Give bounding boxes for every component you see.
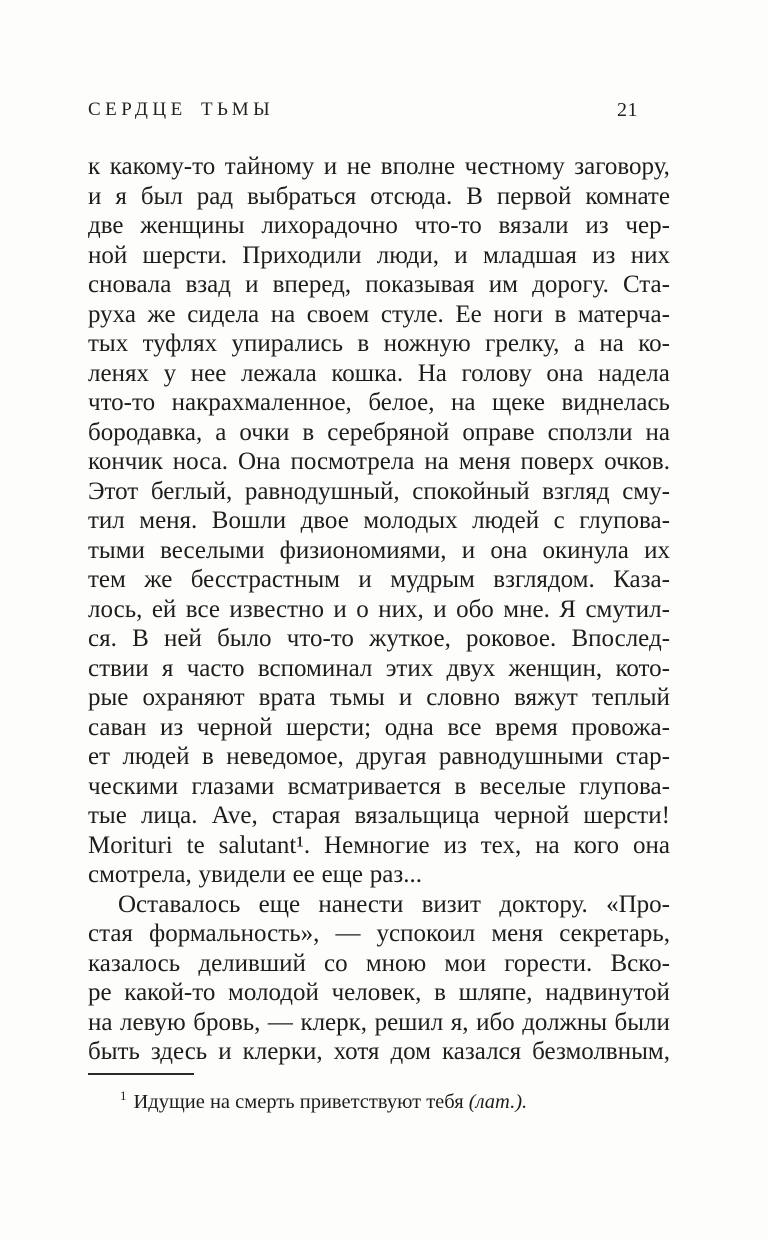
text-line: и я был рад выбраться отсюда. В первой комнате [88,182,670,210]
text-line: тил меня. Вошли двое молодых людей с глупова- [88,507,670,534]
text-line: Morituri te salutant¹. Немногие из тех, на кого она [88,831,670,859]
footnote-language-note: (лат.). [468,1090,528,1113]
text-line: лось, ей все известно и о них, и обо мне. Я смутил- [88,595,670,623]
running-header [88,99,670,121]
text-line: руха же сидела на своем стуле. Ее ноги в матерча- [88,300,670,328]
text-line: к какому-то тайному и не вполне честному заговору, [88,153,670,180]
text-line: тых туфлях упирались в ножную грелку, а на ко- [88,330,670,357]
text-line: стая формальность», — успокоил меня секретарь, [88,920,670,947]
text-line: рые охраняют врата тьмы и словно вяжут теплый [88,684,670,711]
text-line: Оставалось еще нанести визит доктору. «Про- [118,890,670,918]
text-line: ленях у нее лежала кошка. На голову она надела [88,359,670,387]
text-line: что-то накрахмаленное, белое, на щеке виднелась [88,389,670,416]
text-line: ческими глазами всматривается в веселые глупова- [88,772,670,800]
text-line: тые лица. Ave, старая вязальщица черной шерсти! [88,802,670,829]
page-content [88,0,670,1114]
text-line: саван из черной шерсти; одна все время провожа- [88,713,670,741]
text-line: тыми веселыми физиономиями, и она окинула их [88,536,670,564]
footnote-text: Идущие на смерть приветствуют тебя [133,1090,469,1113]
text-line: ствии я часто вспоминал этих двух женщин, кото- [88,654,670,682]
text-line: две женщины лихорадочно что-то вязали из чер- [88,212,670,239]
text-line: Этот беглый, равнодушный, спокойный взгляд сму- [88,477,670,505]
text-line: ся. В ней было что-то жуткое, роковое. Впослед- [88,625,670,652]
footnote-marker: 1 [120,1087,127,1103]
text-line: ре какой-то молодой человек, в шляпе, надвинутой [88,979,670,1006]
footnote [88,1083,670,1115]
running-title: СЕРДЦЕ ТЬМЫ [88,99,275,120]
text-line: кончик носа. Она посмотрела на меня поверх очков. [88,448,670,475]
text-line: бородавка, а очки в серебряной оправе сползли на [88,418,670,446]
footnote-divider [88,1073,194,1075]
text-line: на левую бровь, — клерк, решил я, ибо должны были [88,1008,670,1036]
text-line: казалось деливший со мною мои горести. Вско- [88,949,670,977]
body-text [88,152,670,1067]
page-number: 21 [617,99,638,121]
text-line: быть здесь и клерки, хотя дом казался безмолвным, [88,1038,670,1065]
text-line: ет людей в неведомое, другая равнодушными стар- [88,743,670,770]
text-line: сновала взад и вперед, показывая им дорогу. Ста- [88,271,670,298]
text-line: смотрела, увидели ее еще раз... [88,861,422,888]
text-line: ной шерсти. Приходили люди, и младшая из них [88,241,670,269]
text-line: тем же бесстрастным и мудрым взглядом. Каза- [88,566,670,593]
